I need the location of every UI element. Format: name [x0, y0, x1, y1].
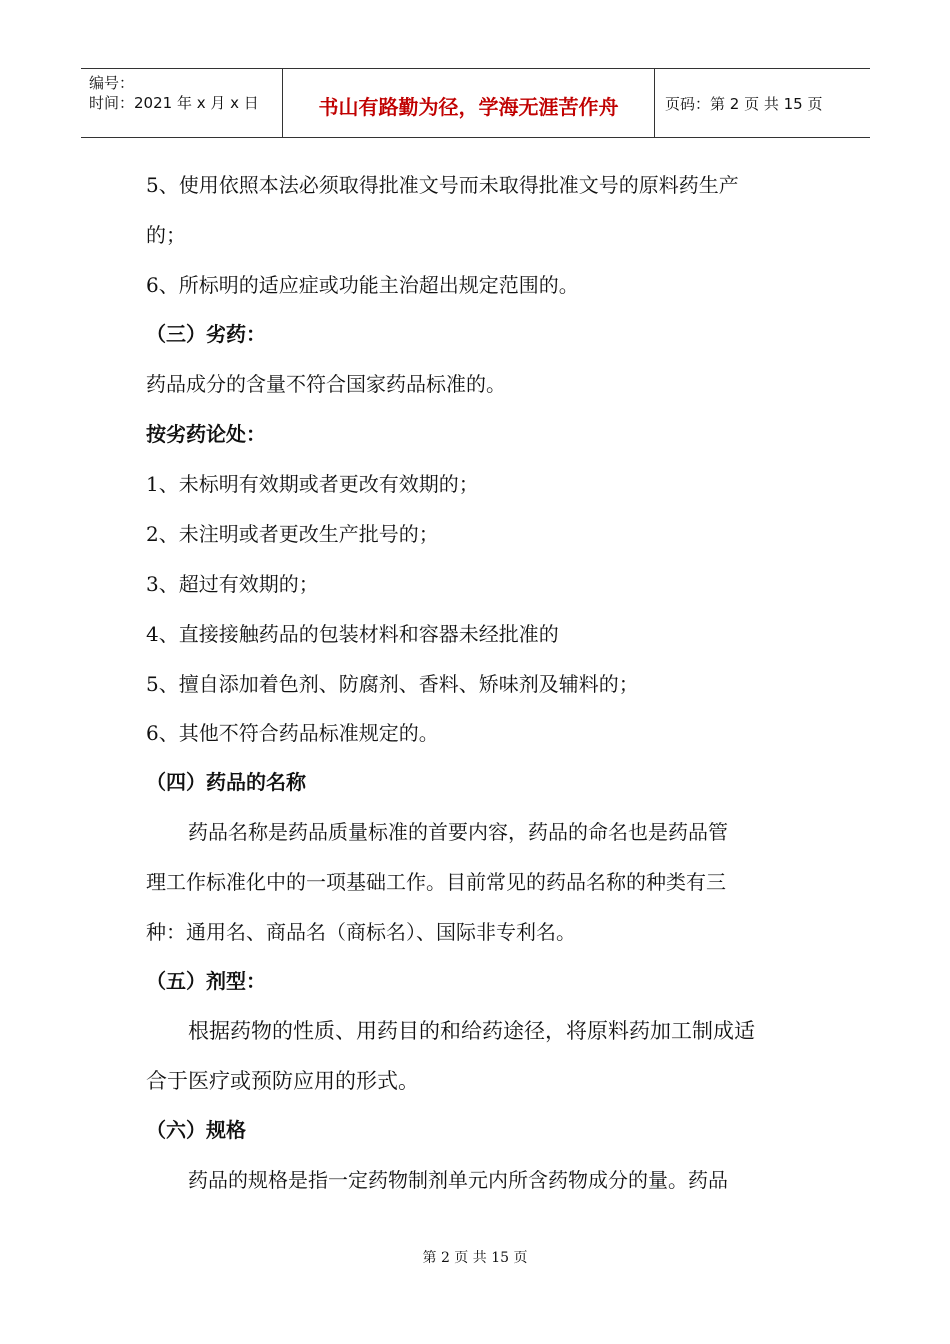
list-item: 1、未标明有效期或者更改有效期的；	[146, 472, 479, 496]
section-heading: （六）规格	[146, 1118, 246, 1142]
paragraph-line: 根据药物的性质、用药目的和给药途径，将原料药加工制成适	[188, 1019, 755, 1043]
list-item: 6、其他不符合药品标准规定的。	[146, 721, 439, 745]
paragraph-line: 合于医疗或预防应用的形式。	[146, 1069, 419, 1093]
header-page-cell	[655, 69, 870, 137]
paragraph-line: 药品名称是药品质量标准的首要内容，药品的命名也是药品管	[188, 820, 728, 844]
header-meta-cell	[81, 69, 283, 137]
body-line: 6、所标明的适应症或功能主治超出规定范围的。	[146, 273, 579, 297]
paragraph-line: 种：通用名、商品名（商标名）、国际非专利名。	[146, 920, 576, 944]
document-number-label: 编号：	[89, 74, 135, 92]
subsection-heading: 按劣药论处：	[146, 422, 266, 446]
header-motto: 书山有路勤为径，学海无涯苦作舟	[318, 95, 619, 119]
paragraph-line: 理工作标准化中的一项基础工作。目前常见的药品名称的种类有三	[146, 870, 726, 894]
body-line: 5、使用依照本法必须取得批准文号而未取得批准文号的原料药生产	[146, 173, 739, 197]
list-item: 3、超过有效期的；	[146, 572, 319, 596]
body-line: 药品成分的含量不符合国家药品标准的。	[146, 372, 506, 396]
list-item: 5、擅自添加着色剂、防腐剂、香料、矫味剂及辅料的；	[146, 672, 639, 696]
body-line: 的；	[146, 223, 186, 247]
document-header	[81, 68, 870, 138]
paragraph-line: 药品的规格是指一定药物制剂单元内所含药物成分的量。药品	[188, 1168, 728, 1192]
section-heading: （三）劣药：	[146, 322, 266, 346]
list-item: 4、直接接触药品的包装材料和容器未经批准的	[146, 622, 559, 646]
section-heading: （五）剂型：	[146, 969, 266, 993]
list-item: 2、未注明或者更改生产批号的；	[146, 522, 439, 546]
header-page-info: 页码：第 2 页 共 15 页	[665, 95, 823, 113]
page-footer: 第 2 页 共 15 页	[422, 1250, 528, 1266]
header-motto-cell	[283, 69, 655, 137]
section-heading: （四）药品的名称	[146, 770, 306, 794]
document-date-label: 时间：2021 年 x 月 x 日	[89, 94, 259, 112]
